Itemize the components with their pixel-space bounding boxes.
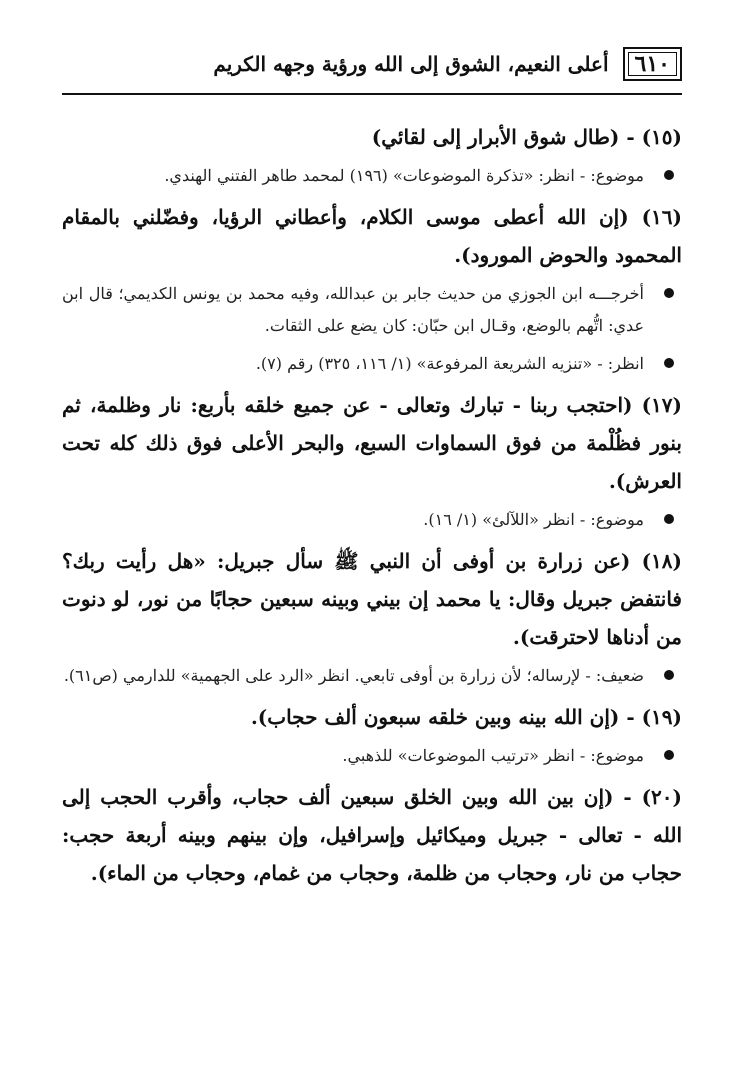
page-body bbox=[62, 118, 682, 896]
takhrij-note bbox=[62, 504, 682, 536]
bullet-icon bbox=[664, 750, 674, 760]
bullet-icon bbox=[664, 358, 674, 368]
note-text: موضوع: - انظر «ترتيب الموضوعات» للذهبي. bbox=[342, 746, 644, 765]
takhrij-note bbox=[62, 740, 682, 772]
takhrij-note bbox=[62, 278, 682, 342]
hadith-text: (١٦) (إن الله أعطى موسى الكلام، وأعطاني الرؤيا، وفضّلني بالمقام المحمود والحوض المورود). bbox=[62, 205, 682, 267]
hadith-text: (١٥) - (طال شوق الأبرار إلى لقائي) bbox=[371, 125, 682, 149]
note-text: موضوع: - انظر «اللآلئ» (١/ ١٦). bbox=[423, 510, 644, 529]
hadith-text: (٢٠) - (إن بين الله وبين الخلق سبعين ألف حجاب، وأقرب الحجب إلى الله - تعالى - جبريل وميكائيل وإسرافيل، وإن بينهم وبينه أربعة حجب: حجاب من نار، وحجاب من ظلمة، وحجاب من غمام، وحجاب من الماء). bbox=[62, 785, 682, 885]
page-header bbox=[62, 38, 682, 90]
note-text: انظر: - «تنزيه الشريعة المرفوعة» (١/ ١١٦، ٣٢٥) رقم (٧). bbox=[255, 354, 644, 373]
note-text: موضوع: - انظر: «تذكرة الموضوعات» (١٩٦) لمحمد طاهر الفتني الهندي. bbox=[164, 166, 644, 185]
hadith-text: (١٨) (عن زرارة بن أوفى أن النبي ﷺ سأل جبريل: «هل رأيت ربك؟ فانتفض جبريل وقال: يا محمد إن بيني وبينه سبعين حجابًا من نور، لو دنوت من أدناها لاحترقت). bbox=[62, 549, 682, 649]
bullet-icon bbox=[664, 670, 674, 680]
hadith-text: (١٧) (احتجب ربنا - تبارك وتعالى - عن جميع خلقه بأربع: نار وظلمة، ثم بنور فظُلْمة من فوق السماوات السبع، والبحر الأعلى فوق ذلك كله تحت العرش). bbox=[62, 393, 682, 493]
hadith-text: (١٩) - (إن الله بينه وبين خلقه سبعون ألف حجاب). bbox=[250, 705, 682, 729]
bullet-icon bbox=[664, 288, 674, 298]
page-number: ٦١٠ bbox=[623, 47, 682, 81]
takhrij-note bbox=[62, 660, 682, 692]
note-text: أخرجـــه ابن الجوزي من حديث جابر بن عبدالله، وفيه محمد بن يونس الكديمي؛ قال ابن عدي: اتُّهم بالوضع، وقـال ابن حبّان: كان يضع على الثقات. bbox=[62, 284, 644, 335]
running-title: أعلى النعيم، الشوق إلى الله ورؤية وجهه الكريم bbox=[213, 52, 609, 76]
takhrij-note bbox=[62, 160, 682, 192]
takhrij-note bbox=[62, 348, 682, 380]
bullet-icon bbox=[664, 514, 674, 524]
header-divider bbox=[62, 93, 682, 95]
note-text: ضعيف: - لإرساله؛ لأن زرارة بن أوفى تابعي. انظر «الرد على الجهمية» للدارمي (ص٦١). bbox=[63, 666, 644, 685]
bullet-icon bbox=[664, 170, 674, 180]
